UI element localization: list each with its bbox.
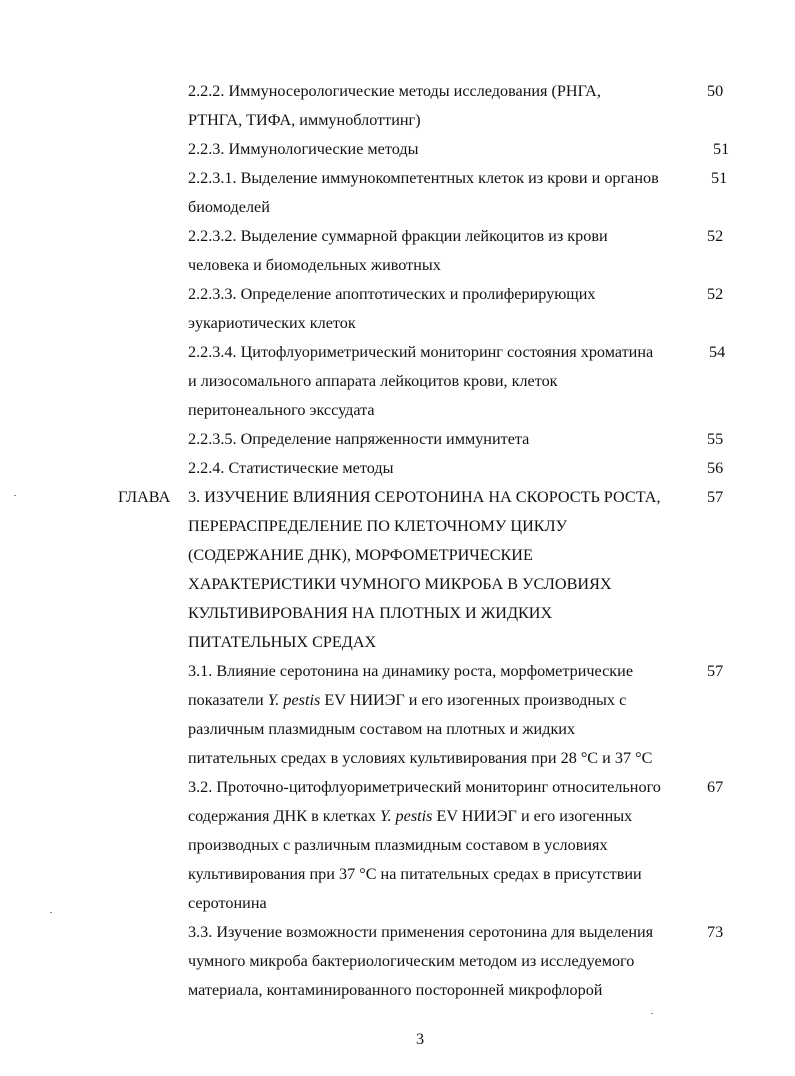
toc-page-2-2-3-3: 52: [707, 285, 724, 303]
toc-entry-2-2-3-5: 2.2.3.5. Определение напряженности иммунитета: [188, 430, 530, 448]
toc-entry-2-2-4: 2.2.4. Статистические методы: [188, 459, 394, 477]
toc-entry-3-2-cont2: производных с различным плазмидным составом в условиях: [188, 836, 608, 854]
chapter-label: ГЛАВА: [118, 488, 171, 506]
chapter-3-title-line2: ПЕРЕРАСПРЕДЕЛЕНИЕ ПО КЛЕТОЧНОМУ ЦИКЛУ: [188, 517, 568, 535]
toc-page-3-3: 73: [707, 923, 724, 941]
toc-page-3-2: 67: [707, 778, 724, 796]
chapter-3-title-line6: ПИТАТЕЛЬНЫХ СРЕДАХ: [188, 633, 377, 651]
toc-entry-2-2-3-1: 2.2.3.1. Выделение иммунокомпетентных клеток из крови и органов: [188, 169, 659, 187]
toc-entry-3-3-cont1: чумного микроба бактериологическим методом из исследуемого: [188, 952, 635, 970]
toc-entry-2-2-3-3: 2.2.3.3. Определение апоптотических и пролиферирующих: [188, 285, 596, 303]
toc-entry-3-1-cont1: [188, 690, 626, 710]
toc-entry-2-2-2: 2.2.2. Иммуносерологические методы исследования (РНГА,: [188, 82, 601, 100]
toc-entry-2-2-3-4: 2.2.3.4. Цитофлуориметрический мониторинг состояния хроматина: [188, 343, 654, 361]
toc-entry-3-1-cont2: различным плазмидным составом на плотных и жидких: [188, 720, 576, 738]
scan-speck: [14, 495, 16, 496]
toc-entry-2-2-3-1-cont: биомоделей: [188, 198, 270, 216]
species-name: Y. pestis: [379, 807, 433, 825]
toc-entry-2-2-2-cont: РТНГА, ТИФА, иммуноблоттинг): [188, 111, 421, 129]
text-segment: показатели: [188, 691, 268, 709]
chapter-3-title-line5: КУЛЬТИВИРОВАНИЯ НА ПЛОТНЫХ И ЖИДКИХ: [188, 604, 553, 622]
toc-page-2-2-3: 51: [713, 140, 730, 158]
species-name: Y. pestis: [267, 691, 321, 709]
scan-speck: [50, 912, 52, 913]
toc-entry-2-2-3-2-cont: человека и биомодельных животных: [188, 256, 441, 274]
toc-page-chapter-3: 57: [707, 488, 724, 506]
chapter-3-title-line4: ХАРАКТЕРИСТИКИ ЧУМНОГО МИКРОБА В УСЛОВИЯХ: [188, 575, 612, 593]
toc-entry-3-3: 3.3. Изучение возможности применения серотонина для выделения: [188, 923, 654, 941]
toc-entry-3-2-cont1: [188, 806, 632, 826]
toc-entry-2-2-3: 2.2.3. Иммунологические методы: [188, 140, 419, 158]
toc-page-3-1: 57: [707, 662, 724, 680]
toc-entry-3-2: 3.2. Проточно-цитофлуориметрический мониторинг относительного: [188, 778, 661, 796]
chapter-3-title-line1: 3. ИЗУЧЕНИЕ ВЛИЯНИЯ СЕРОТОНИНА НА СКОРОСТЬ РОСТА,: [188, 488, 661, 506]
toc-page-2-2-3-2: 52: [707, 227, 724, 245]
toc-entry-3-3-cont2: материала, контаминированного посторонней микрофлорой: [188, 981, 603, 999]
toc-page-2-2-4: 56: [707, 459, 724, 477]
toc-page-2-2-2: 50: [707, 82, 724, 100]
toc-entry-2-2-3-4-cont2: перитонеального экссудата: [188, 401, 375, 419]
page-number: 3: [416, 1030, 425, 1048]
toc-page-2-2-3-4: 54: [709, 343, 726, 361]
toc-entry-3-2-cont3: культивирования при 37 °С на питательных средах в присутствии: [188, 865, 642, 883]
toc-page-2-2-3-5: 55: [707, 430, 724, 448]
text-segment: содержания ДНК в клетках: [188, 807, 380, 825]
text-segment: EV НИИЭГ и его изогенных производных с: [320, 691, 627, 709]
toc-entry-3-2-cont4: серотонина: [188, 894, 267, 912]
toc-page-2-2-3-1: 51: [711, 169, 728, 187]
chapter-3-title-line3: (СОДЕРЖАНИЕ ДНК), МОРФОМЕТРИЧЕСКИЕ: [188, 546, 533, 564]
toc-entry-2-2-3-4-cont1: и лизосомального аппарата лейкоцитов крови, клеток: [188, 372, 558, 390]
toc-entry-2-2-3-3-cont: эукариотических клеток: [188, 314, 356, 332]
text-segment: EV НИИЭГ и его изогенных: [432, 807, 633, 825]
scan-speck: [651, 1013, 653, 1014]
toc-entry-3-1: 3.1. Влияние серотонина на динамику роста, морфометрические: [188, 662, 634, 680]
toc-entry-2-2-3-2: 2.2.3.2. Выделение суммарной фракции лейкоцитов из крови: [188, 227, 608, 245]
toc-entry-3-1-cont3: питательных средах в условиях культивирования при 28 °С и 37 °С: [188, 749, 653, 767]
